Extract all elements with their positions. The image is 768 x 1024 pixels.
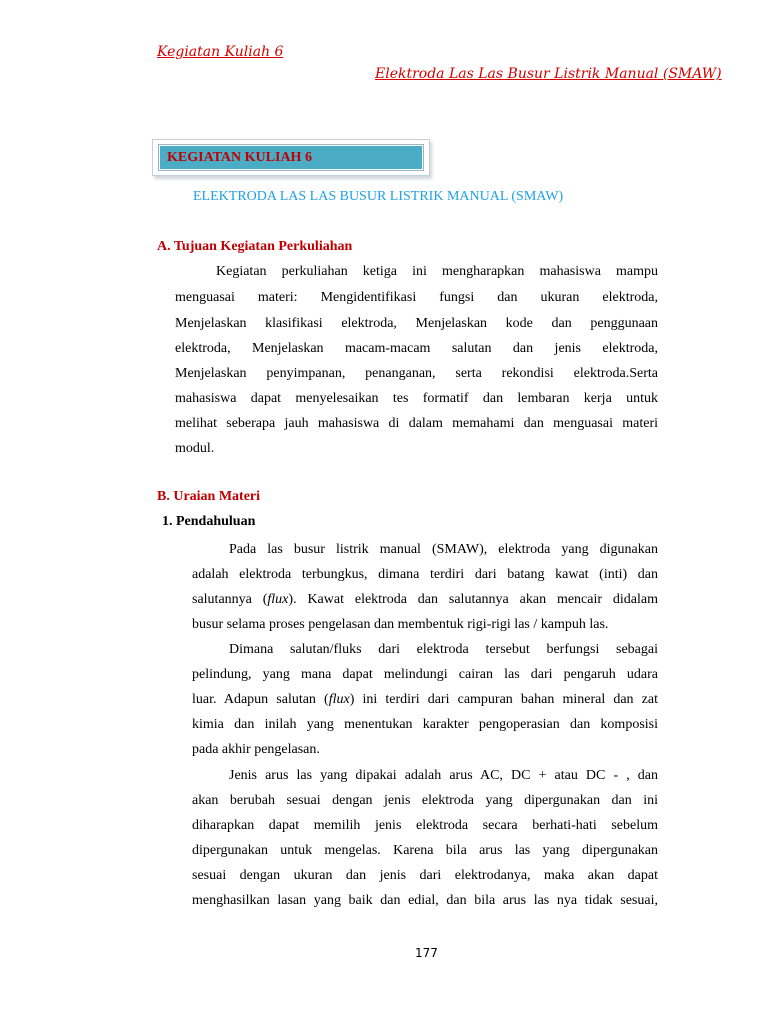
chapter-title: KEGIATAN KULIAH 6: [167, 150, 312, 165]
text-run: ). Kawat elektroda dan salutannya akan mencair didalam: [288, 592, 658, 607]
paragraph-line: Dimana salutan/fluks dari elektroda tersebut berfungsi sebagai: [229, 642, 658, 657]
paragraph-line: busur selama proses pengelasan dan membentuk rigi-rigi las / kampuh las.: [192, 617, 609, 632]
subsection-heading: 1. Pendahuluan: [162, 514, 256, 529]
header-chapter-label: Kegiatan Kuliah 6: [157, 44, 284, 60]
paragraph-line: kimia dan inilah yang menentukan karakter pengoperasian dan komposisi: [192, 717, 658, 732]
paragraph-line: diharapkan dapat memilih jenis elektroda secara berhati-hati sebelum: [192, 818, 658, 833]
flux-term: flux: [328, 692, 350, 707]
paragraph-line: adalah elektroda terbungkus, dimana terdiri dari batang kawat (inti) dan: [192, 567, 658, 582]
section-a-line: elektroda, Menjelaskan macam-macam salutan dan jenis elektroda,: [175, 341, 658, 356]
section-b-heading: B. Uraian Materi: [157, 489, 261, 504]
paragraph-line: sesuai dengan ukuran dan jenis dari elektrodanya, maka akan dapat: [192, 868, 658, 883]
section-a-line: modul.: [175, 441, 215, 456]
text-run: luar. Adapun salutan (: [192, 692, 329, 707]
chapter-title-box-fill: [159, 145, 423, 170]
chapter-title-box: [152, 139, 430, 176]
paragraph-line: [192, 591, 658, 609]
flux-term: flux: [267, 592, 289, 607]
paragraph-line: pada akhir pengelasan.: [192, 742, 320, 757]
paragraph-line: pelindung, yang mana dapat melindungi cairan las dari pengaruh udara: [192, 667, 658, 682]
paragraph-line: akan berubah sesuai dengan jenis elektroda yang dipergunakan dan ini: [192, 793, 658, 808]
paragraph-line: Pada las busur listrik manual (SMAW), elektroda yang digunakan: [229, 542, 658, 557]
chapter-subtitle: ELEKTRODA LAS LAS BUSUR LISTRIK MANUAL (SMAW): [193, 189, 564, 204]
text-run: ) ini terdiri dari campuran bahan mineral dan zat: [349, 692, 658, 707]
section-a-line: Menjelaskan klasifikasi elektroda, Menjelaskan kode dan penggunaan: [175, 316, 658, 331]
section-a-heading: A. Tujuan Kegiatan Perkuliahan: [157, 239, 353, 254]
section-a-line: Menjelaskan penyimpanan, penanganan, serta rekondisi elektroda.Serta: [175, 366, 658, 381]
header-topic-label: Elektroda Las Las Busur Listrik Manual (SMAW): [375, 66, 722, 82]
text-run: salutannya (: [192, 592, 268, 607]
page-number: 177: [415, 946, 438, 960]
section-a-line: menguasai materi: Mengidentifikasi fungsi dan ukuran elektroda,: [175, 290, 658, 305]
paragraph-line: menghasilkan lasan yang baik dan edial, dan bila arus las nya tidak sesuai,: [192, 893, 658, 908]
paragraph-line: dipergunakan untuk mengelas. Karena bila arus las yang dipergunakan: [192, 843, 658, 858]
paragraph-line: [192, 691, 658, 709]
section-a-line: mahasiswa dapat menyelesaikan tes formatif dan lembaran kerja untuk: [175, 391, 658, 406]
section-a-line: Kegiatan perkuliahan ketiga ini mengharapkan mahasiswa mampu: [216, 264, 658, 279]
section-a-line: melihat seberapa jauh mahasiswa di dalam memahami dan menguasai materi: [175, 416, 658, 431]
paragraph-line: Jenis arus las yang dipakai adalah arus AC, DC + atau DC - , dan: [229, 768, 658, 783]
